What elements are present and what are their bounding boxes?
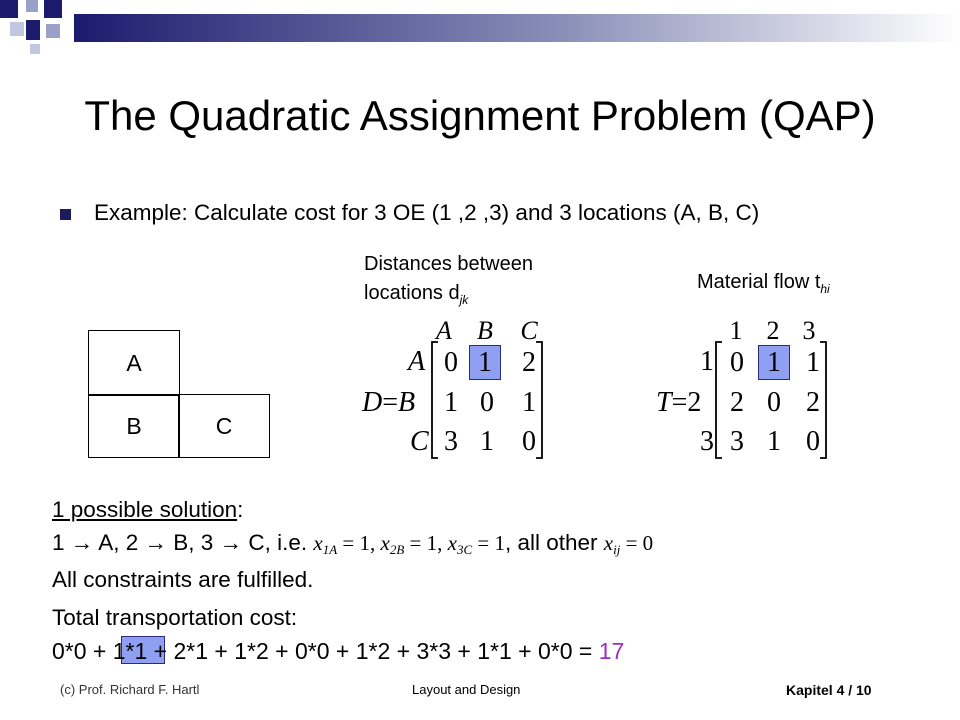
assignment-text: 1 → A, 2 → B, 3 → C, i.e. [52, 530, 308, 555]
var-x3c-sub: 3C [456, 542, 473, 557]
footer-author: (c) Prof. Richard F. Hartl [60, 682, 200, 697]
distances-caption [364, 250, 533, 315]
distance-matrix-symbol: D [362, 387, 383, 418]
distances-caption-line1: Distances between [364, 253, 533, 275]
header-decoration [0, 0, 960, 56]
var-x3c-eq: = 1 [472, 531, 505, 555]
distance-row-label: B [398, 387, 416, 418]
flow-cell: 0 [806, 426, 820, 457]
flow-cell: 0 [767, 387, 781, 418]
solution-heading [52, 497, 243, 523]
cost-result: 17 [598, 638, 625, 664]
layout-cell-c-label: C [215, 412, 233, 439]
flow-col-label: 2 [766, 316, 780, 345]
cost-expr-part: + 2*1 + 1*2 + 0*0 + 1*2 + 3*3 + 1*1 + 0*0 = [147, 638, 599, 664]
flow-matrix-symbol: T [656, 387, 672, 418]
distance-cell: 0 [444, 347, 458, 378]
assignment-line [52, 530, 653, 558]
var-x1a: x [313, 531, 323, 555]
var-x2b: x [380, 531, 390, 555]
var-x2b-eq: = 1, [404, 531, 448, 555]
distance-cell: 0 [522, 426, 536, 457]
footer-center: Layout and Design [412, 682, 521, 697]
flow-col-label: 3 [802, 316, 816, 345]
flow-row-label: 3 [700, 426, 714, 457]
layout-cell-b-label: B [126, 412, 142, 439]
cost-expr-part: 0*0 + [52, 638, 113, 664]
var-x2b-sub: 2B [389, 542, 405, 557]
distance-cell: 1 [444, 387, 458, 418]
flow-caption-text: Material flow t [697, 271, 821, 293]
distances-caption-line2: locations d [364, 282, 460, 304]
layout-cell-a [88, 330, 180, 396]
var-x1a-eq: = 1, [337, 531, 381, 555]
flow-cell: 0 [730, 347, 744, 378]
bullet-marker [60, 209, 71, 220]
flow-cell: 3 [730, 426, 744, 457]
var-x1a-sub: 1A [322, 542, 338, 557]
var-xij-eq: = 0 [620, 531, 654, 555]
flow-col-label: 1 [729, 316, 743, 345]
distance-cell: 0 [480, 387, 494, 418]
cost-heading: Total transportation cost: [52, 605, 298, 630]
flow-cell: 2 [806, 387, 820, 418]
all-other-text: , all other [504, 530, 598, 555]
layout-cell-b [88, 394, 180, 458]
distance-row-label: A [408, 346, 426, 377]
distance-row-label: C [410, 426, 429, 457]
solution-heading-text: 1 possible solution [52, 497, 238, 522]
flow-matrix-name: T=2 [656, 387, 702, 418]
cost-expression [52, 638, 624, 665]
distance-col-label: B [477, 316, 493, 345]
distance-col-label: C [520, 316, 538, 345]
layout-cell-c [178, 394, 270, 458]
flow-row-label: 2 [687, 387, 702, 418]
distance-cell: 2 [522, 347, 536, 378]
bullet-text: Example: Calculate cost for 3 OE (1 ,2 ,3) and 3 locations (A, B, C) [94, 200, 760, 225]
flow-caption-subscript: hi [820, 282, 830, 296]
distance-cell: 1 [478, 347, 492, 378]
var-x3c: x [447, 531, 457, 555]
cost-expr-highlighted-term: 1*1 [112, 638, 148, 664]
footer-chapter: Kapitel 4 / 10 [786, 682, 872, 698]
constraints-text: All constraints are fulfilled. [52, 567, 314, 592]
layout-cell-a-label: A [126, 349, 142, 376]
flow-cell: 1 [767, 426, 781, 457]
flow-cell: 2 [730, 387, 744, 418]
flow-cell: 1 [767, 347, 781, 378]
flow-caption [697, 271, 830, 296]
slide-title: The Quadratic Assignment Problem (QAP) [84, 92, 876, 139]
distance-cell: 1 [480, 426, 494, 457]
distance-col-label: A [436, 316, 452, 345]
distances-caption-subscript: jk [459, 293, 469, 307]
solution-heading-colon: : [237, 497, 244, 522]
distance-matrix-name: D=B [362, 387, 416, 418]
flow-row-label: 1 [700, 346, 714, 377]
distance-cell: 1 [522, 387, 536, 418]
var-xij: x [603, 531, 614, 555]
flow-cell: 1 [806, 347, 820, 378]
distance-cell: 3 [444, 426, 458, 457]
var-xij-sub: ij [613, 542, 621, 557]
